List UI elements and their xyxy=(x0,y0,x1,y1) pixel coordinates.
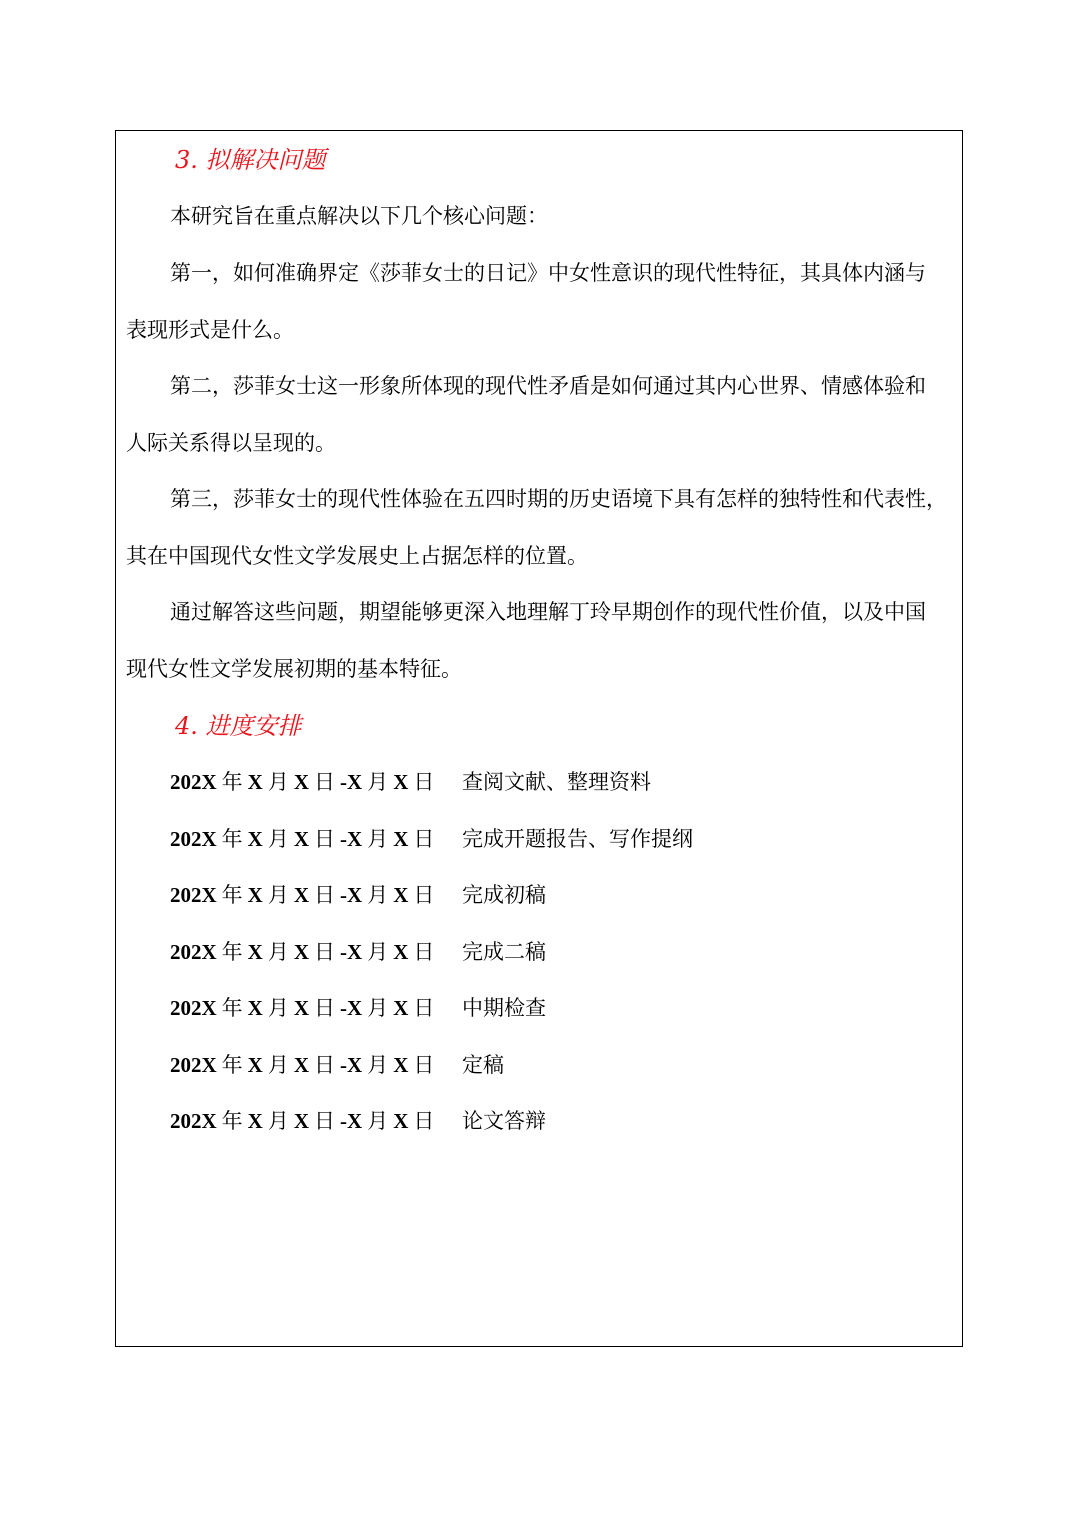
date-part: 月 xyxy=(267,827,289,851)
date-part: 年 xyxy=(221,770,243,794)
date-part: 月 xyxy=(367,1109,389,1133)
schedule-row xyxy=(170,1055,504,1076)
date-part: 日 xyxy=(413,883,435,907)
schedule-task: 论文答辩 xyxy=(462,1109,546,1133)
date-part: X xyxy=(393,883,409,907)
schedule-date xyxy=(170,885,462,906)
question-3-line-2: 其在中国现代女性文学发展史上占据怎样的位置。 xyxy=(126,544,588,568)
date-part: -X xyxy=(340,770,363,794)
date-part: 日 xyxy=(314,940,336,964)
schedule-task: 查阅文献、整理资料 xyxy=(462,770,651,794)
date-part: -X xyxy=(340,1053,363,1077)
date-part: X xyxy=(293,1053,310,1077)
date-part: X xyxy=(393,940,409,964)
date-part: 月 xyxy=(367,1053,389,1077)
date-part: 202X xyxy=(170,1109,217,1133)
date-part: 202X xyxy=(170,827,217,851)
question-2-line-2: 人际关系得以呈现的。 xyxy=(126,431,336,455)
date-part: 月 xyxy=(267,770,289,794)
question-3-line-1: 第三，莎菲女士的现代性体验在五四时期的历史语境下具有怎样的独特性和代表性， xyxy=(170,487,947,511)
schedule-task: 完成初稿 xyxy=(462,883,546,907)
section-3-heading: 3. 拟解决问题 xyxy=(175,146,326,174)
date-part: 月 xyxy=(267,940,289,964)
date-part: X xyxy=(247,827,263,851)
schedule-date xyxy=(170,998,462,1019)
schedule-row xyxy=(170,998,546,1019)
schedule-date xyxy=(170,829,462,850)
date-part: 月 xyxy=(367,770,389,794)
date-part: X xyxy=(393,1053,409,1077)
date-part: 月 xyxy=(267,1109,289,1133)
date-part: X xyxy=(247,770,263,794)
schedule-task: 中期检查 xyxy=(462,996,546,1020)
schedule-row xyxy=(170,885,546,906)
date-part: 月 xyxy=(367,940,389,964)
date-part: 月 xyxy=(267,1053,289,1077)
date-part: 年 xyxy=(221,996,243,1020)
date-part: X xyxy=(247,996,263,1020)
date-part: 日 xyxy=(314,883,336,907)
schedule-task: 完成二稿 xyxy=(462,940,546,964)
date-part: 年 xyxy=(221,1109,243,1133)
date-part: 年 xyxy=(221,1053,243,1077)
section-3-intro: 本研究旨在重点解决以下几个核心问题： xyxy=(170,204,548,228)
date-part: 202X xyxy=(170,883,217,907)
date-part: 月 xyxy=(267,996,289,1020)
date-part: 月 xyxy=(367,827,389,851)
schedule-row xyxy=(170,1111,546,1132)
date-part: X xyxy=(293,883,310,907)
date-part: 日 xyxy=(314,770,336,794)
date-part: -X xyxy=(340,940,363,964)
date-part: 日 xyxy=(314,1109,336,1133)
conclusion-line-1: 通过解答这些问题，期望能够更深入地理解丁玲早期创作的现代性价值，以及中国 xyxy=(170,600,926,624)
date-part: 202X xyxy=(170,940,217,964)
date-part: 202X xyxy=(170,996,217,1020)
schedule-date xyxy=(170,1055,462,1076)
date-part: 日 xyxy=(314,1053,336,1077)
date-part: 日 xyxy=(314,827,336,851)
date-part: 月 xyxy=(267,883,289,907)
question-2-line-1: 第二，莎菲女士这一形象所体现的现代性矛盾是如何通过其内心世界、情感体验和 xyxy=(170,374,926,398)
date-part: X xyxy=(293,996,310,1020)
date-part: X xyxy=(393,827,409,851)
date-part: X xyxy=(293,1109,310,1133)
date-part: 日 xyxy=(413,1109,435,1133)
date-part: 月 xyxy=(367,883,389,907)
date-part: -X xyxy=(340,1109,363,1133)
schedule-task: 完成开题报告、写作提纲 xyxy=(462,827,693,851)
schedule-date xyxy=(170,1111,462,1132)
date-part: 日 xyxy=(413,770,435,794)
date-part: 日 xyxy=(413,996,435,1020)
section-4-heading: 4. 进度安排 xyxy=(175,712,302,740)
date-part: X xyxy=(293,770,310,794)
date-part: X xyxy=(293,940,310,964)
conclusion-line-2: 现代女性文学发展初期的基本特征。 xyxy=(126,657,462,681)
schedule-row xyxy=(170,942,546,963)
date-part: X xyxy=(247,883,263,907)
date-part: X xyxy=(393,770,409,794)
date-part: 日 xyxy=(413,940,435,964)
date-part: X xyxy=(393,996,409,1020)
date-part: X xyxy=(247,940,263,964)
date-part: 月 xyxy=(367,996,389,1020)
question-1-line-1: 第一，如何准确界定《莎菲女士的日记》中女性意识的现代性特征，其具体内涵与 xyxy=(170,261,926,285)
date-part: 日 xyxy=(413,827,435,851)
date-part: X xyxy=(247,1109,263,1133)
schedule-date xyxy=(170,772,462,793)
date-part: 日 xyxy=(314,996,336,1020)
schedule-date xyxy=(170,942,462,963)
schedule-row xyxy=(170,829,693,850)
date-part: 年 xyxy=(221,827,243,851)
question-1-line-2: 表现形式是什么。 xyxy=(126,318,294,342)
date-part: 202X xyxy=(170,770,217,794)
date-part: -X xyxy=(340,883,363,907)
date-part: X xyxy=(247,1053,263,1077)
date-part: 年 xyxy=(221,940,243,964)
schedule-row xyxy=(170,772,651,793)
date-part: -X xyxy=(340,827,363,851)
date-part: X xyxy=(393,1109,409,1133)
date-part: 年 xyxy=(221,883,243,907)
schedule-task: 定稿 xyxy=(462,1053,504,1077)
date-part: X xyxy=(293,827,310,851)
date-part: 202X xyxy=(170,1053,217,1077)
date-part: -X xyxy=(340,996,363,1020)
date-part: 日 xyxy=(413,1053,435,1077)
